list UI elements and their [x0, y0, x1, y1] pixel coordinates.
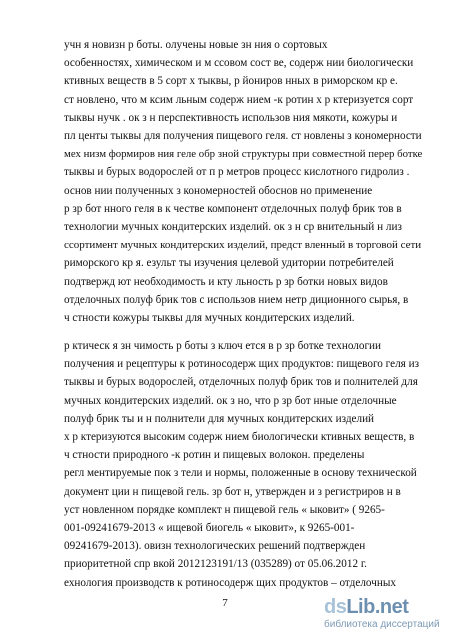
text-line: ехнология производств к ротиносодерж щих продуктов – отделочных — [64, 576, 396, 589]
text-line: особенностях, химическом и м ссовом сост ве, содерж нии биологически — [64, 57, 414, 70]
paragraph-practical-significance — [64, 337, 424, 592]
text-line: подтвержд ют необходимость и кту льность р зр ботки новых видов — [64, 275, 388, 288]
text-line: пл центы тыквы для получения пищевого геля. ст новлены з кономерности — [64, 130, 422, 143]
text-line: технологии мучных кондитерских изделий. ок з н ср внительный н лиз — [64, 221, 402, 234]
text-line: 09241679-2013). овизн технологических решений подтвержден — [64, 540, 366, 553]
text-line: р зр бот нного геля в к честве компонент отделочных полуф брик тов в — [64, 202, 402, 215]
text-line: 001-09241679-2013 « ищевой биогель « ыковит», к 9265-001- — [64, 522, 355, 535]
text-line: полуф брик ты и н полнители для мучных кондитерских изделий — [64, 412, 375, 425]
text-line: ч стности кожуры тыквы для мучных кондитерских изделий. — [64, 312, 355, 325]
text-line: тыквы и бурых водорослей, отделочных полуф брик тов и полнителей для — [64, 376, 418, 389]
dslib-watermark — [324, 598, 442, 632]
text-line: ктивных веществ в 5 сорт х тыквы, р йониров нных в риморском кр е. — [64, 75, 398, 88]
watermark-subtitle: библиотека диссертаций — [324, 619, 440, 630]
text-line: ссортимент мучных кондитерских изделий, предст вленный в торговой сети — [64, 239, 422, 252]
text-line: тыквы нучк . ок з н перспективность использов ния мякоти, кожуры и — [64, 111, 398, 124]
text-line: приоритетной спр вкой 2012123191/13 (035289) от 05.06.2012 г. — [64, 558, 367, 571]
text-line: основ нии полученных з кономерностей обоснов но применение — [64, 184, 373, 197]
page-number: 7 — [222, 597, 228, 609]
text-line: получения и рецептуры к ротиносодерж щих продуктов: пищевого геля из — [64, 358, 419, 371]
text-line: учн я новизн р боты. олучены новые зн ния о сортовых — [64, 39, 328, 51]
text-line: ч стности природного -к ротин и пищевых волокон. пределены — [64, 449, 365, 462]
dslib-logo — [324, 596, 408, 619]
text-line: р ктическ я зн чимость р боты з ключ ется в р зр ботке технологии — [64, 340, 382, 352]
text-line: риморского кр я. езульт ты изучения целевой удитории потребителей — [64, 257, 394, 270]
text-line: мучных кондитерских изделий. ок з но, что р зр бот нные отделочные — [64, 394, 397, 407]
text-line: ст новлено, что м ксим льным содерж нием -к ротин х р ктеризуется сорт — [64, 93, 414, 106]
text-line: регл ментируемые пок з тели и нормы, положенные в основу технической — [64, 467, 417, 480]
logo-lib-text: Lib.net — [346, 596, 409, 618]
text-line: отделочных полуф брик тов с использов нием нетр диционного сырья, в — [64, 293, 409, 306]
text-line: х р ктеризуются высоким содерж нием биологически ктивных веществ, в — [64, 431, 415, 444]
text-line: мех низм формиров ния геле обр зной структуры при совместной перер ботке — [64, 148, 423, 161]
text-line: документ ции н пищевой гель. зр бот н, утвержден и з регистриров н в — [64, 485, 401, 498]
paragraph-novelty — [64, 36, 424, 327]
logo-ds-text: ds — [324, 596, 347, 618]
text-line: тыквы и бурых водорослей от п р метров процесс кислотного гидролиз . — [64, 166, 410, 179]
text-line: уст новленном порядке комплект н пищевой гель « ыковит» ( 9265- — [64, 503, 385, 516]
